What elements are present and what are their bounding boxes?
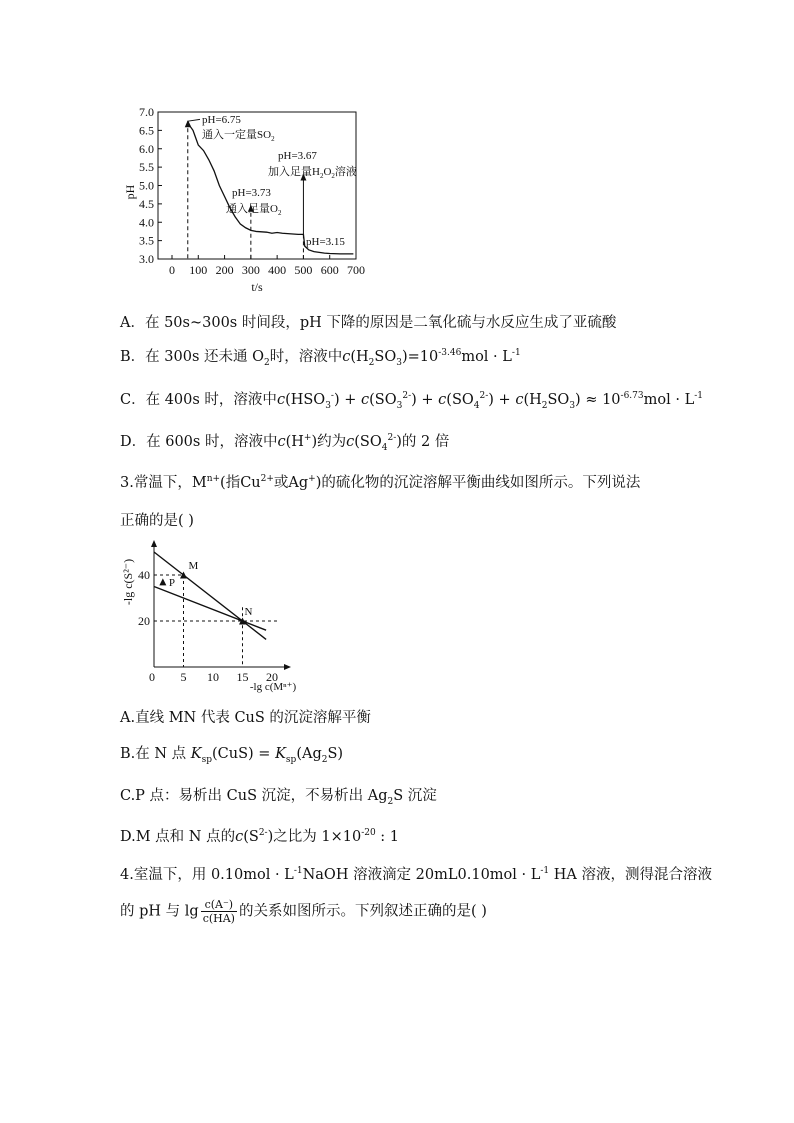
sulfide-solubility-chart (118, 537, 308, 697)
chart1-xtick-label: 100 (189, 263, 208, 277)
chart1-ytick-label: 6.0 (139, 141, 154, 156)
chart1-xlabel: t/s (251, 280, 263, 294)
chart1-ytick-label: 5.0 (139, 178, 154, 193)
chart1-ytick-label: 6.5 (139, 123, 154, 138)
chart2-xtick-label: 20 (266, 670, 278, 684)
q4-stem-line1: 4.室温下，用 $0.10mol \cdot L^{-1}NaOH$ 溶液滴定 $20mL0.10mol \cdot L^{-1}$ HA 溶液，测得混合溶液 (120, 866, 712, 883)
ph-time-chart (120, 100, 370, 295)
chart1-ylabel: pH (123, 184, 137, 200)
chart1-ytick-label: 4.0 (139, 215, 154, 230)
chart1-ytick-label: 3.5 (139, 233, 154, 248)
q3-option-c: C.P 点：易析出 CuS 沉淀，不易析出 $Ag_2S$ 沉淀 (120, 788, 437, 807)
chart1-annotation-o2: 通入足量$O_2$ (226, 203, 282, 217)
chart2-label-m: M (188, 560, 199, 572)
chart2-ylabel: -lg c(S²⁻) (121, 558, 135, 606)
q3-stem-line1: 3.常温下，$M^{n+}$(指$Cu^{2+}$或Ag+)的硫化物的沉淀溶解平衡曲线如图所示。下列说法 (120, 474, 641, 491)
chart2-label-p: P (168, 576, 175, 589)
q2-option-d: D．在 600s 时，溶液中c(H+)约为$c(SO_4^{2-})$的 2 倍 (120, 433, 450, 453)
chart1-annotation-ph675: pH=6.75 (202, 114, 241, 126)
chart1-xtick-label: 600 (320, 263, 339, 277)
chart2-xtick-label: 10 (207, 670, 219, 684)
chart1-xtick-label: 500 (294, 263, 313, 277)
chart1-ytick-label: 7.0 (139, 105, 154, 119)
chart2-xtick-label: 0 (149, 670, 155, 684)
concentration-ratio-fraction: $\frac{c(A^-)}{c(HA)}$ (202, 898, 235, 925)
chart1-ytick-label: 5.5 (139, 160, 154, 175)
chart2-xtick-label: 15 (236, 670, 249, 684)
chart1-annotation-so2: 通入一定量$SO_2$ (202, 129, 275, 143)
q2-option-a: A．在 50s~300s 时间段，pH 下降的原因是二氧化硫与水反应生成了亚硫酸 (120, 315, 617, 331)
chart1-ytick-label: 3.0 (139, 252, 154, 266)
chart1-annotation-h2o2: 加入足量$H_2O_2$溶液 (268, 166, 357, 180)
chart1-xtick-label: 400 (268, 263, 287, 277)
chart1-annotation-ph367: pH=3.67 (278, 150, 317, 162)
chart2-xlabel: -lg c(Mⁿ⁺) (249, 681, 297, 693)
chart1-annotation-ph373: pH=3.73 (232, 187, 271, 199)
chart2-point-p (159, 578, 166, 585)
q3-option-d: D.M 点和 N 点的$c(S^{2-})$之比为 $1\times 10^{-20}$ : 1 (120, 828, 400, 845)
chart1-xtick-label: 200 (215, 263, 234, 277)
chart2-x-axis-arrowhead (284, 664, 291, 670)
chart2-label-n: N (244, 606, 253, 618)
chart2-ytick-label: 20 (138, 614, 150, 628)
chart1-arrow-so2 (188, 119, 200, 121)
chart2-y-axis-arrowhead (151, 540, 157, 547)
chart1-annotation-ph315: pH=3.15 (306, 236, 345, 248)
q4-stem-line2: 的 pH 与 lg $\frac{c(A^-)}{c(HA)}$ 的关系如图所示。下列叙述正确的是( ) (120, 898, 487, 925)
chart1-ytick-label: 4.5 (139, 196, 154, 211)
q2-option-b: B．在 300s 还未通 $O_2$时，溶液中$c(H_2SO_3)=10^{-3.46}mol \cdot L^{-1}$ (120, 348, 521, 368)
q2-option-c: C．在 400s 时，溶液中$c(HSO_3^-) + c(SO_3^{2-}) + c(SO_4^{2-}) + c(H_2SO_3) \approx 10^{-6.73}mol \cdot L^{-1}$ (120, 391, 703, 411)
q3-stem-line2: 正确的是( ) (120, 513, 194, 529)
q3-option-a: A.直线 MN 代表 CuS 的沉淀溶解平衡 (120, 710, 371, 726)
chart1-xtick-label: 0 (169, 263, 175, 277)
chart2-xtick-label: 5 (180, 670, 187, 684)
chart2-ytick-label: 40 (138, 568, 150, 582)
chart1-xtick-label: 300 (241, 263, 260, 277)
q3-option-b: B.在 N 点 $K_{sp}(CuS) = K_{sp}(Ag_2S)$ (120, 746, 344, 765)
chart1-xtick-label: 700 (347, 263, 365, 277)
chart2-line-mn (154, 552, 266, 639)
